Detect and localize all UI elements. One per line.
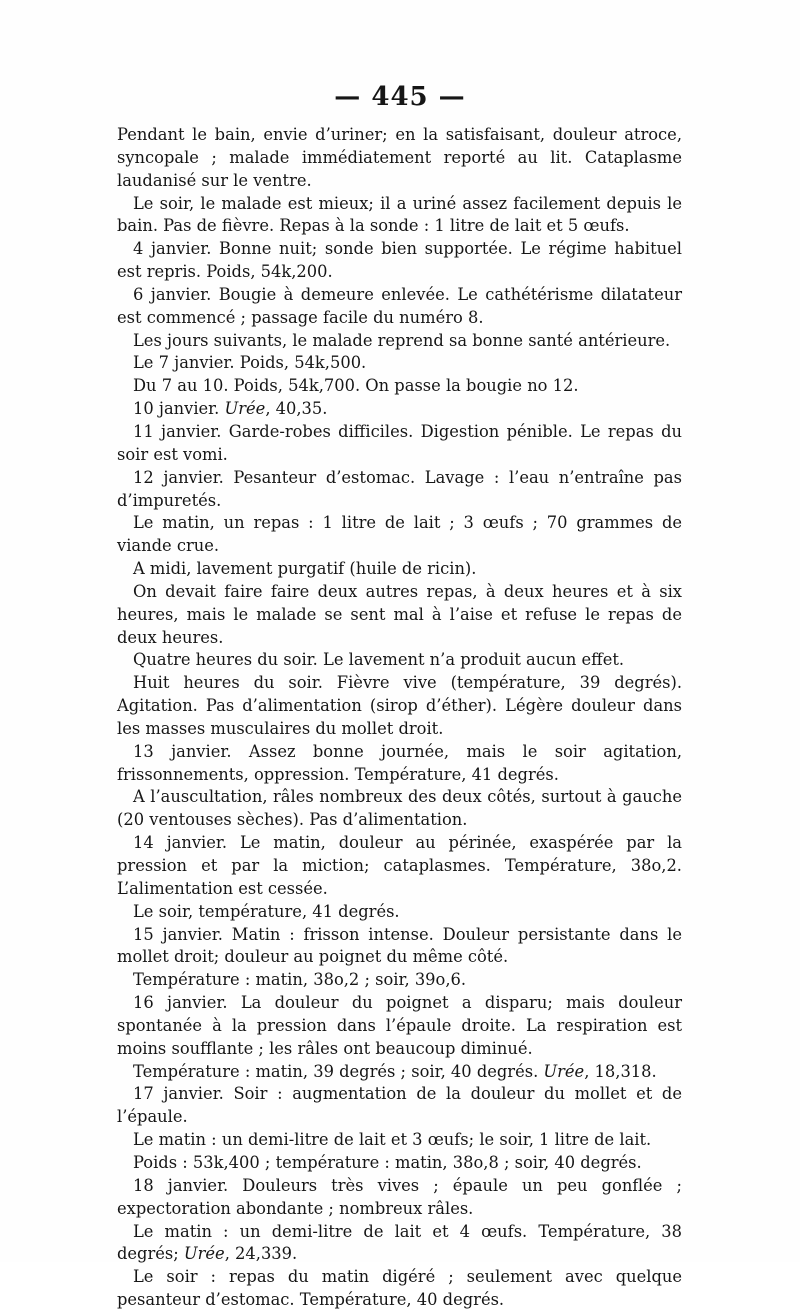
paragraph-jan-7: Le 7 janvier. Poids, 54k,500. <box>133 353 367 373</box>
paragraph-eight-pm: Huit heures du soir. Fièvre vive (température, 39 degrés). Agitation. Pas d’alimentation (sirop d’éther). Légère douleur dans les masses musculaires du mollet droit. <box>117 673 682 738</box>
paragraph-jan-6: 6 janvier. Bougie à demeure enlevée. Le cathétérisme dilatateur est commencé ; passage facile du numéro 8. <box>117 284 682 327</box>
paragraph-jan-18-evening: Le soir : repas du matin digéré ; seulement avec quelque pesanteur d’estomac. Température, 40 degrés. <box>117 1267 682 1310</box>
paragraph-other-meals: On devait faire faire deux autres repas, à deux heures et à six heures, mais le malade se sent mal à l’aise et refuse le repas de deux heures. <box>117 581 682 647</box>
paragraph-morning-meal: Le matin, un repas : 1 litre de lait ; 3 œufs ; 70 grammes de viande crue. <box>117 513 682 556</box>
paragraph-jan-15: 15 janvier. Matin : frisson intense. Douleur persistante dans le mollet droit; douleur au poignet du même côté. <box>117 924 682 967</box>
paragraph-jan-7-to-10: Du 7 au 10. Poids, 54k,700. On passe la bougie no 12. <box>133 376 579 396</box>
paragraph-noon-enema: A midi, lavement purgatif (huile de ricin). <box>133 559 477 579</box>
paragraph-jan-16-temperature: Température : matin, 39 degrés ; soir, 40 degrés. Urée, 18,318. <box>133 1061 657 1081</box>
paragraph-jan-10: 10 janvier. Urée, 40,35. <box>133 399 328 419</box>
paragraph-four-pm: Quatre heures du soir. Le lavement n’a produit aucun effet. <box>133 650 625 670</box>
paragraph-jan-13: 13 janvier. Assez bonne journée, mais le soir agitation, frissonnements, oppression. Température, 41 degrés. <box>117 741 682 784</box>
paragraph-jan-17-meals: Le matin : un demi-litre de lait et 3 œufs; le soir, 1 litre de lait. <box>133 1130 652 1150</box>
paragraph-jan-14: 14 janvier. Le matin, douleur au périnée, exaspérée par la pression et par la miction; cataplasmes. Température, 38o,2. L’alimentation est cessée. <box>117 833 682 898</box>
paragraph-jan-11: 11 janvier. Garde-robes difficiles. Digestion pénible. Le repas du soir est vomi. <box>117 421 682 464</box>
paragraph-evening-better: Le soir, le malade est mieux; il a uriné assez facilement depuis le bain. Pas de fièvre. Repas à la sonde : 1 litre de lait et 5 œufs. <box>117 193 682 236</box>
paragraph-jan-17-weight: Poids : 53k,400 ; température : matin, 38o,8 ; soir, 40 degrés. <box>133 1152 642 1172</box>
paragraph-jan-17: 17 janvier. Soir : augmentation de la douleur du mollet et de l’épaule. <box>117 1084 682 1127</box>
paragraph-jan-16: 16 janvier. La douleur du poignet a disparu; mais douleur spontanée à la pression dans l’épaule droite. La respiration est moins soufflante ; les râles ont beaucoup diminué. <box>117 993 682 1058</box>
paragraph-jan-14-evening: Le soir, température, 41 degrés. <box>133 901 400 921</box>
paragraph-bath: Pendant le bain, envie d’uriner; en la satisfaisant, douleur atroce, syncopale ; malade immédiatement reporté au lit. Cataplasme laudanisé sur le ventre. <box>117 125 682 190</box>
page-body-text <box>117 124 682 1312</box>
paragraph-auscultation: A l’auscultation, râles nombreux des deux côtés, surtout à gauche (20 ventouses sèches). Pas d’alimentation. <box>117 787 682 830</box>
paragraph-jan-15-temperature: Température : matin, 38o,2 ; soir, 39o,6. <box>133 970 467 990</box>
paragraph-following-days: Les jours suivants, le malade reprend sa bonne santé antérieure. <box>133 330 671 350</box>
paragraph-jan-18-morning: Le matin : un demi-litre de lait et 4 œufs. Température, 38 degrés; Urée, 24,339. <box>117 1221 682 1264</box>
paragraph-jan-4: 4 janvier. Bonne nuit; sonde bien supportée. Le régime habituel est repris. Poids, 54k,200. <box>117 239 682 282</box>
paragraph-jan-18: 18 janvier. Douleurs très vives ; épaule un peu gonflée ; expectoration abondante ; nombreux râles. <box>117 1175 682 1218</box>
paragraph-jan-12: 12 janvier. Pesanteur d’estomac. Lavage : l’eau n’entraîne pas d’impuretés. <box>117 467 682 510</box>
page-number: — 445 — <box>334 82 466 112</box>
